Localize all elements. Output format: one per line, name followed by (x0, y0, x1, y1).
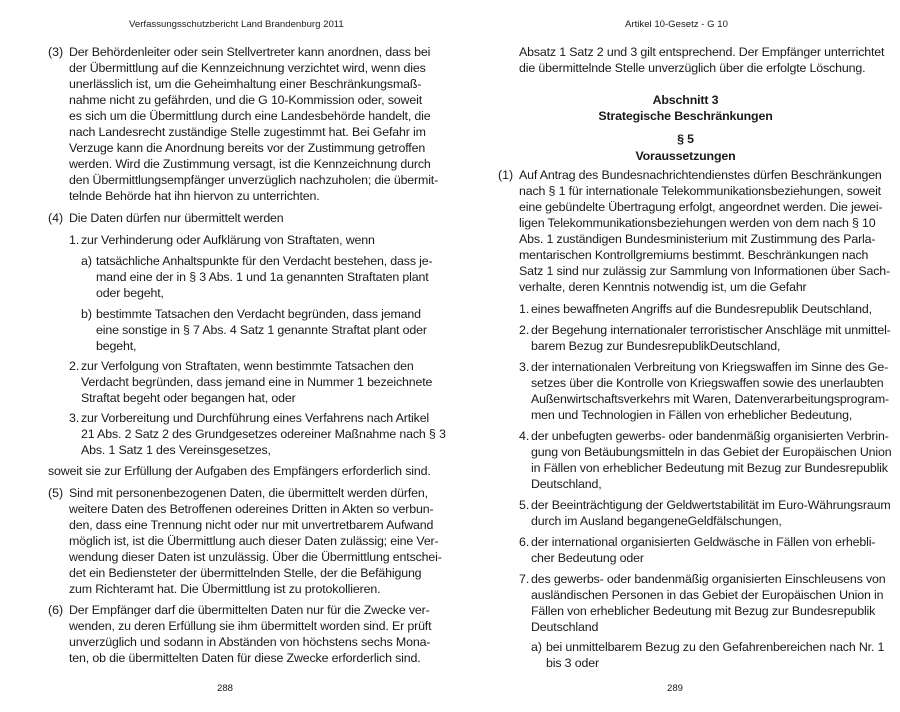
text-line: der international organisierten Geldwäsche in Fällen von erhebli- (531, 535, 876, 549)
text-line: Außenwirtschaftsverkehrs mit Waren, Datenverarbeitungsprogram- (531, 392, 889, 406)
text-line: soweit sie zur Erfüllung der Aufgaben des Empfängers erforderlich sind. (48, 464, 431, 478)
text-line: tatsächliche Anhaltspunkte für den Verdacht bestehen, dass je- (96, 254, 433, 268)
text-line: det ein Bediensteter der übermittelnden Stelle, der die Befähigung (69, 566, 422, 580)
paragraph-title: Voraussetzungen (635, 149, 736, 163)
right-page (450, 0, 900, 712)
text-line: zur Vorbereitung und Durchführung eines Verfahrens nach Artikel (81, 411, 430, 425)
text-line: eine sonstige in § 7 Abs. 4 Satz 1 genannte Straftat plant oder (96, 323, 427, 337)
paragraph-number: (3) (48, 45, 64, 59)
text-line: Deutschland, (531, 477, 602, 491)
list-number: 3. (69, 411, 80, 425)
text-line: verhalte, deren Kenntnis notwendig ist, um die Gefahr (519, 280, 807, 294)
text-line: telnde Behörde hat ihn hiervon zu unterrichten. (69, 189, 320, 203)
list-number: 7. (519, 572, 530, 586)
paragraph-number: (4) (48, 211, 64, 225)
text-line: der Beeinträchtigung der Geldwertstabilität im Euro-Währungsraum (531, 498, 891, 512)
text-line: Auf Antrag des Bundesnachrichtendienstes dürfen Beschränkungen (519, 168, 882, 182)
text-line: zur Verhinderung oder Aufklärung von Straftaten, wenn (81, 233, 375, 247)
page-header: Artikel 10-Gesetz - G 10 (625, 19, 728, 30)
text-line: barem Bezug zur BundesrepublikDeutschland, (531, 339, 781, 353)
list-number: 5. (519, 498, 530, 512)
text-line: Der Empfänger darf die übermittelten Daten nur für die Zwecke ver- (69, 603, 430, 617)
text-line: Straftat begeht oder begangen hat, oder (81, 391, 296, 405)
text-line: zur Verfolgung von Straftaten, wenn bestimmte Tatsachen den (81, 359, 414, 373)
text-line: eines bewaffneten Angriffs auf die Bundesrepublik Deutschland, (531, 302, 872, 316)
page-header: Verfassungsschutzbericht Land Brandenburg 2011 (129, 19, 344, 30)
text-line: mentarischen Kontrollgremiums bestimmt. Beschränkungen nach (519, 248, 869, 262)
text-line: eine gebündelte Übertragung erfolgt, angeordnet werden. Die jewei- (519, 200, 883, 214)
text-line: oder begeht, (96, 286, 164, 300)
text-line: unerlässlich ist, um die Geheimhaltung einer Beschränkungsmaß- (69, 77, 422, 91)
text-line: in Fällen von erheblicher Bedeutung mit Bezug zur Bundesrepublik (531, 461, 888, 475)
text-line: der internationalen Verbreitung von Kriegswaffen im Sinne des Ge- (531, 360, 889, 374)
text-line: Satz 1 sind nur zulässig zur Sammlung von Informationen über Sach- (519, 264, 890, 278)
list-number: 1. (519, 302, 530, 316)
text-line: Sind mit personenbezogenen Daten, die übermittelt werden dürfen, (69, 486, 428, 500)
text-line: wendung dieser Daten ist unzulässig. Über die Übermittlung entschei- (69, 550, 442, 564)
text-line: der Begehung internationaler terroristischer Anschläge mit unmittel- (531, 323, 891, 337)
text-line: Verdacht begründen, dass jemand eine in Nummer 1 bezeichnete (81, 375, 433, 389)
text-line: gung von Betäubungsmitteln in das Gebiet der Europäischen Union (531, 445, 892, 459)
page-number: 289 (666, 683, 683, 694)
text-line: weitere Daten des Betroffenen odereines Dritten in Akten so verbun- (69, 502, 434, 516)
list-number: 1. (69, 233, 80, 247)
text-line: men und Technologien in Fällen von erheblicher Bedeutung, (531, 408, 853, 422)
text-line: werden. Wird die Zustimmung versagt, ist die Kennzeichnung durch (69, 157, 431, 171)
list-letter: a) (81, 254, 93, 268)
text-line: begeht, (96, 339, 137, 353)
text-line: Abs. 1 Satz 1 des Vereinsgesetzes, (81, 443, 271, 457)
text-line: mand eine der in § 3 Abs. 1 und 1a genannten Straftaten plant (96, 270, 429, 284)
text-line: es sich um die Übermittlung durch eine Landesbehörde handelt, die (69, 109, 431, 123)
text-line: den, dass eine Trennung nicht oder nur mit unvertretbarem Aufwand (69, 518, 434, 532)
list-number: 6. (519, 535, 530, 549)
text-line: cher Bedeutung oder (531, 551, 644, 565)
text-line: wenden, zu deren Erfüllung sie ihm übermittelt worden sind. Er prüft (69, 619, 432, 633)
text-line: ligen Telekommunikationsbeziehungen werden von dem nach § 10 (519, 216, 876, 230)
text-line: Abs. 1 zuständigen Bundesministerium mit Zustimmung des Parla- (519, 232, 876, 246)
text-line: möglich ist, ist die Übermittlung auch dieser Daten zulässig; eine Ver- (69, 534, 439, 548)
text-line: Absatz 1 Satz 2 und 3 gilt entsprechend. Der Empfänger unterrichtet (519, 45, 885, 59)
text-line: nahme nicht zu gefährden, und die G 10-Kommission oder, soweit (69, 93, 422, 107)
text-line: Die Daten dürfen nur übermittelt werden (69, 211, 284, 225)
section-label: Abschnitt 3 (652, 93, 719, 107)
list-number: 3. (519, 360, 530, 374)
text-line: 21 Abs. 2 Satz 2 des Grundgesetzes odereiner Maßnahme nach § 3 (81, 427, 446, 441)
text-line: setzes über die Kontrolle von Kriegswaffen sowie des unerlaubten (531, 376, 884, 390)
paragraph-number: (1) (498, 168, 514, 182)
paragraph-label: § 5 (677, 132, 694, 146)
text-line: durch im Ausland begangeneGeldfälschungen, (531, 514, 782, 528)
text-line: den Übermittlungsempfänger unverzüglich nachzuholen; die übermit- (69, 173, 439, 187)
text-line: nach § 1 für internationale Telekommunikationsbeziehungen, soweit (519, 184, 881, 198)
text-line: nach Landesrecht zuständige Stelle zugestimmt hat. Bei Gefahr im (69, 125, 426, 139)
text-line: der Übermittlung auf die Kennzeichnung verzichtet wird, wenn dies (69, 61, 426, 75)
text-line: zum Richteramt hat. Die Übermittlung ist zu protokollieren. (69, 582, 381, 596)
text-line: bis 3 oder (546, 656, 599, 670)
text-line: bei unmittelbarem Bezug zu den Gefahrenbereichen nach Nr. 1 (546, 640, 885, 654)
paragraph-number: (6) (48, 603, 64, 617)
text-line: des gewerbs- oder bandenmäßig organisierten Einschleusens von (531, 572, 886, 586)
list-letter: a) (531, 640, 543, 654)
text-line: Deutschland (531, 620, 599, 634)
text-line: unverzüglich und sodann in Abständen von höchstens sechs Mona- (69, 635, 431, 649)
text-line: Fällen von erheblicher Bedeutung mit Bezug zur Bundesrepublik (531, 604, 876, 618)
text-line: die übermittelnde Stelle unverzüglich über die erfolgte Löschung. (519, 61, 866, 75)
list-letter: b) (81, 307, 93, 321)
paragraph-number: (5) (48, 486, 64, 500)
text-line: bestimmte Tatsachen den Verdacht begründen, dass jemand (96, 307, 421, 321)
page-number: 288 (216, 683, 233, 694)
list-number: 2. (519, 323, 530, 337)
text-line: ausländischen Personen in das Gebiet der Europäischen Union in (531, 588, 884, 602)
text-line: Der Behördenleiter oder sein Stellvertreter kann anordnen, dass bei (69, 45, 431, 59)
list-number: 2. (69, 359, 80, 373)
text-line: der unbefugten gewerbs- oder bandenmäßig organisierten Verbrin- (531, 429, 889, 443)
section-title: Strategische Beschränkungen (598, 109, 773, 123)
text-line: Verzuge kann die Anordnung bereits vor der Zustimmung getroffen (69, 141, 426, 155)
text-line: ten, ob die übermittelten Daten für diese Zwecke erforderlich sind. (69, 651, 421, 665)
list-number: 4. (519, 429, 530, 443)
